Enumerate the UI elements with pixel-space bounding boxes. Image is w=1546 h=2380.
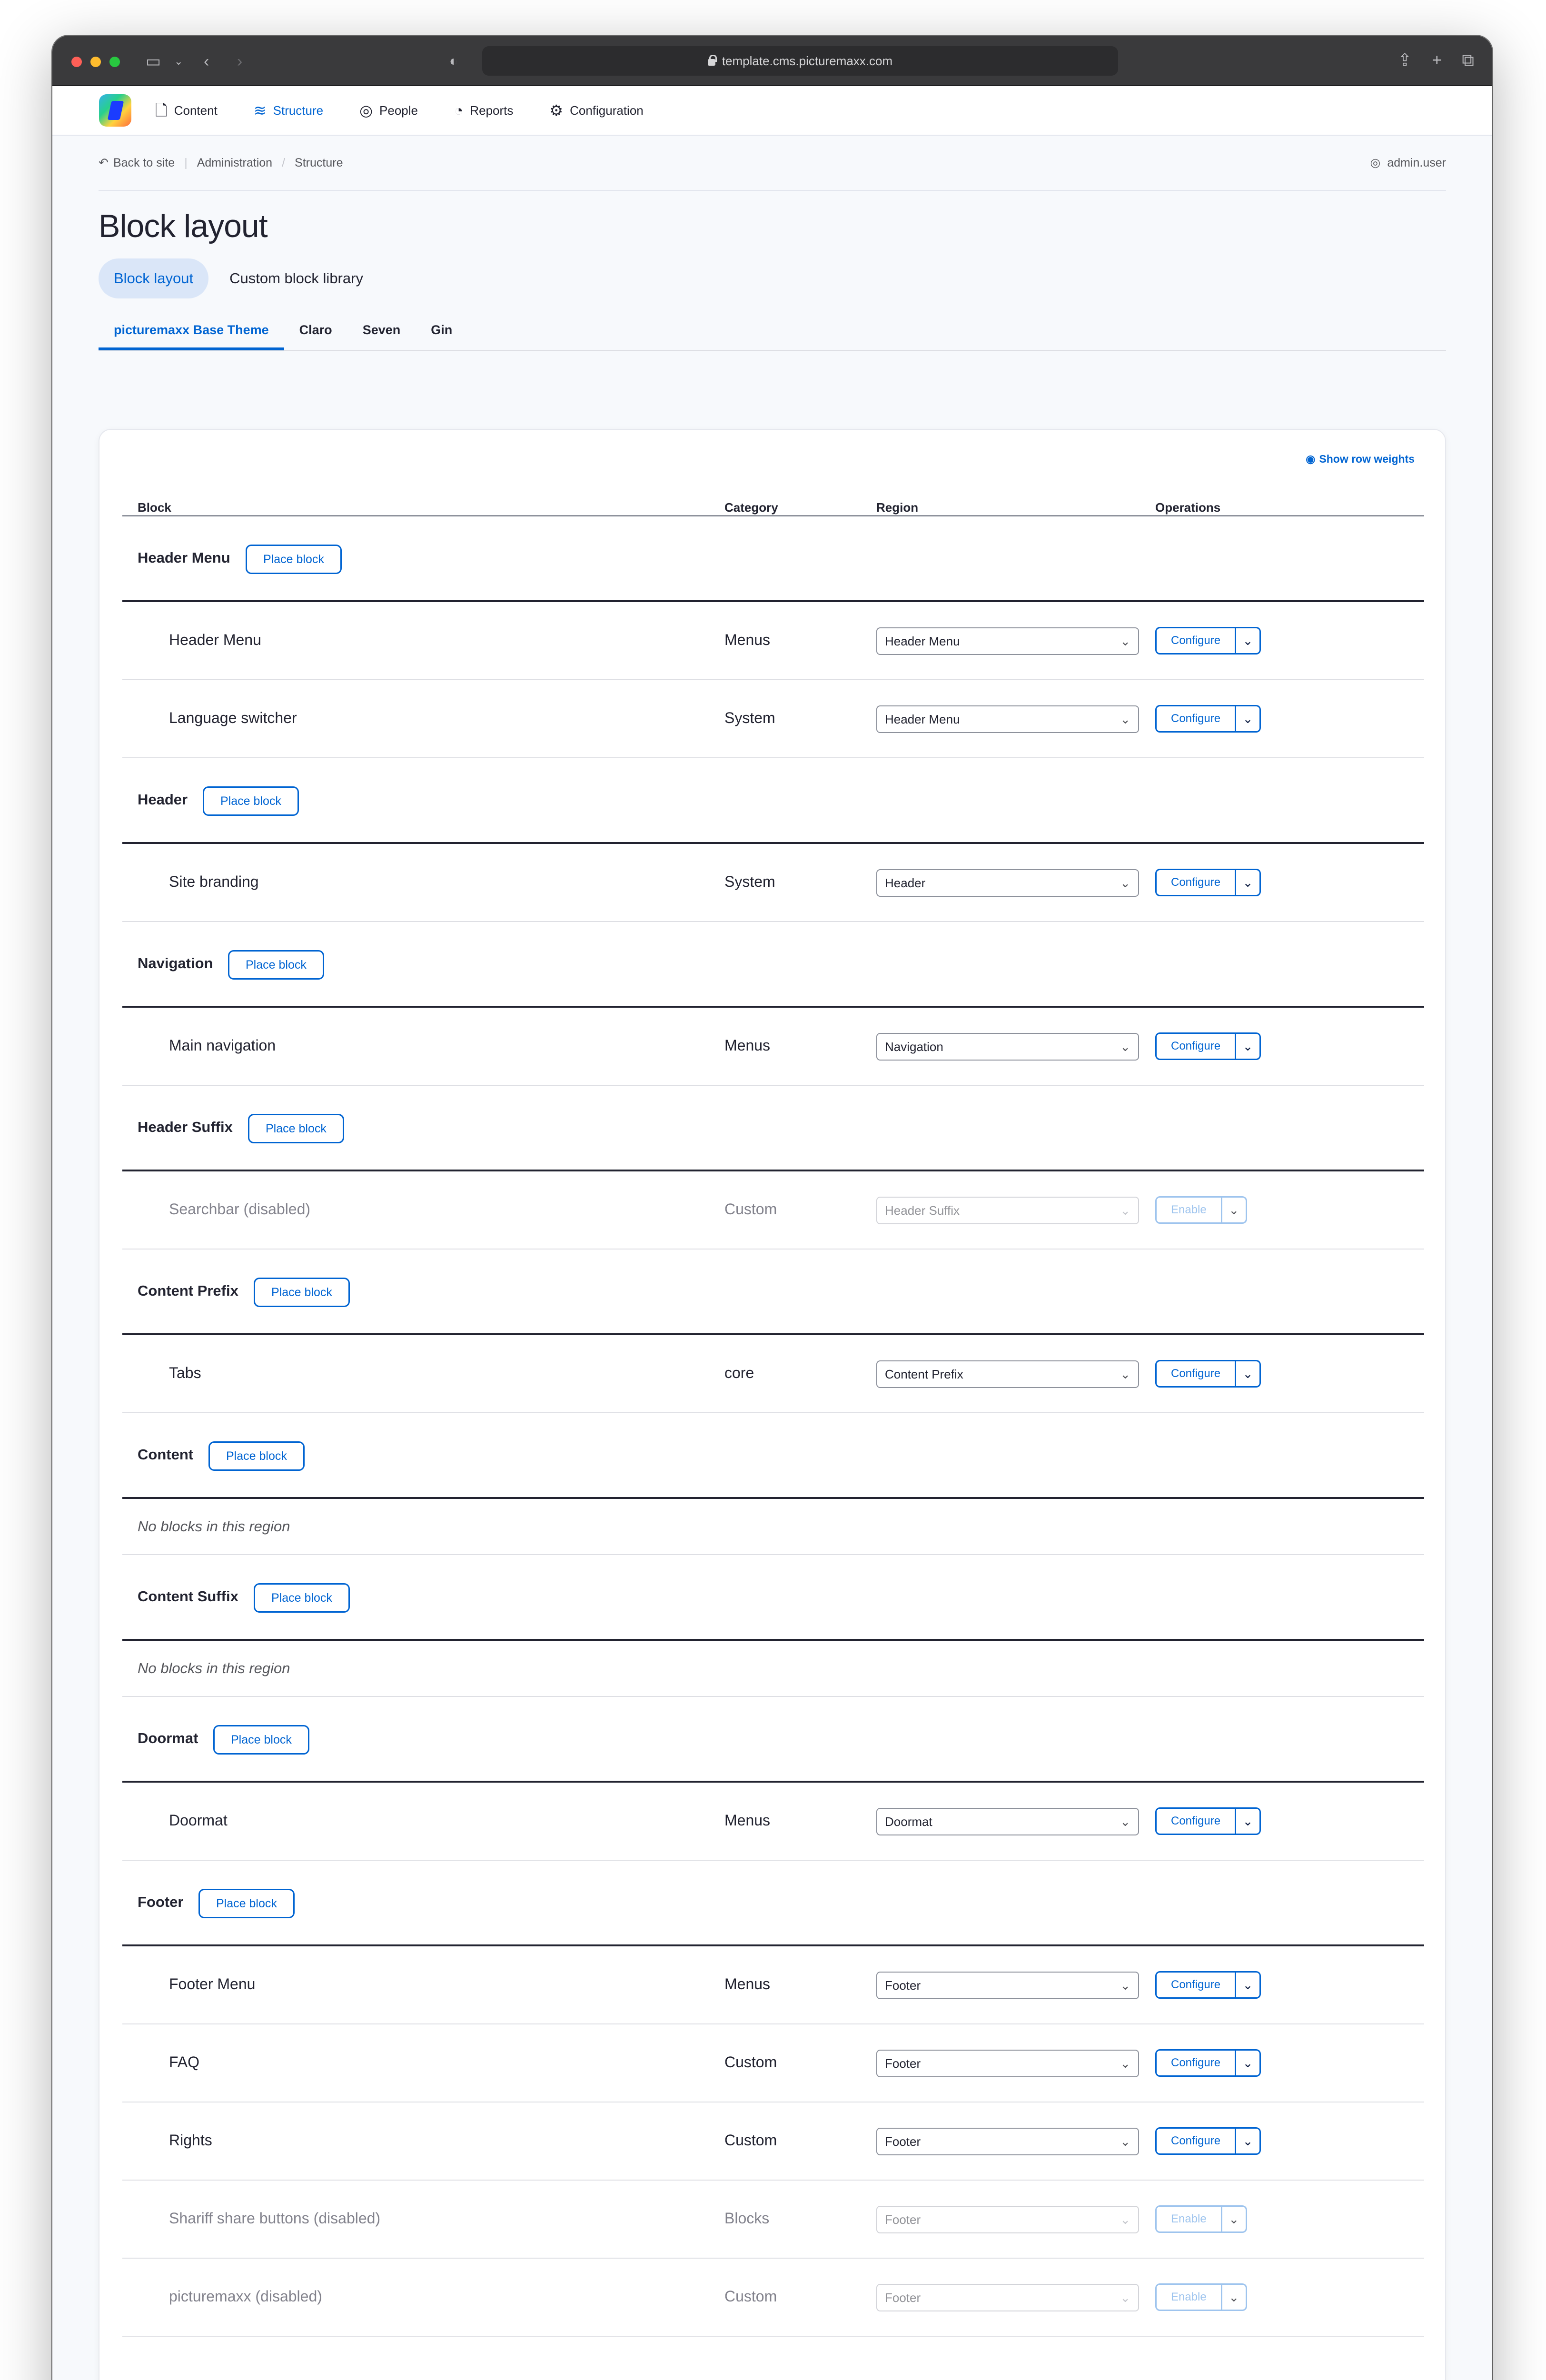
chevron-down-icon: ⌄: [1242, 2133, 1253, 2148]
place-block-button[interactable]: Place block: [213, 1725, 309, 1755]
user-circle-icon: ◎: [359, 102, 373, 119]
eye-icon: ◉: [1306, 453, 1316, 465]
block-row: [122, 1171, 1424, 1250]
gear-icon: ⚙: [549, 102, 564, 119]
username: admin.user: [1387, 156, 1446, 169]
region-row: [122, 1250, 1424, 1335]
chevron-down-icon: ⌄: [1229, 2211, 1239, 2226]
block-category: core: [724, 1364, 754, 1381]
enable-button[interactable]: Enable: [1155, 2283, 1222, 2311]
place-block-button[interactable]: Place block: [248, 1114, 344, 1143]
chevron-down-icon: ⌄: [1120, 2134, 1130, 2149]
back-arrow-icon: ↶: [99, 156, 109, 169]
show-row-weights-link[interactable]: [1306, 453, 1415, 466]
region-row: [122, 1555, 1424, 1641]
share-icon[interactable]: ⇪: [1397, 50, 1412, 69]
empty-region-label: No blocks in this region: [138, 1518, 290, 1535]
region-select[interactable]: [876, 705, 1139, 733]
region-select-value: Header Menu: [885, 634, 960, 648]
region-select[interactable]: [876, 869, 1139, 897]
operations-toggle-button[interactable]: [1236, 2049, 1261, 2077]
toolbar-item-reports[interactable]: [454, 103, 513, 118]
configure-button[interactable]: Configure: [1155, 1807, 1236, 1835]
place-block-button[interactable]: Place block: [208, 1441, 305, 1471]
tab-theme-gin[interactable]: Gin: [431, 323, 453, 337]
place-block-button[interactable]: Place block: [254, 1583, 350, 1613]
chevron-down-icon: ⌄: [1242, 2055, 1253, 2070]
region-name: Content: [138, 1446, 194, 1463]
operations-dropbutton: [1155, 627, 1261, 654]
tab-custom-block-library[interactable]: Custom block library: [229, 270, 363, 287]
region-select-value: Doormat: [885, 1815, 932, 1829]
page-title: Block layout: [99, 208, 268, 244]
block-name: Searchbar (disabled): [169, 1200, 311, 1218]
region-name: Footer: [138, 1894, 184, 1910]
operations-dropbutton: [1155, 869, 1261, 896]
back-to-site-label: Back to site: [113, 156, 175, 169]
place-block-button[interactable]: Place block: [228, 950, 324, 980]
block-category: Blocks: [724, 2210, 770, 2227]
user-menu[interactable]: [1370, 156, 1447, 170]
operations-dropbutton: [1155, 2127, 1261, 2155]
configure-button[interactable]: Configure: [1155, 869, 1236, 896]
document-icon: 🗋: [155, 102, 168, 119]
chevron-down-icon: ⌄: [1120, 1978, 1130, 1993]
block-name: Footer Menu: [169, 1975, 256, 1993]
operations-toggle-button[interactable]: [1236, 1971, 1261, 1999]
close-window-button[interactable]: [71, 57, 82, 67]
block-row: [122, 1008, 1424, 1086]
browser-window: [52, 36, 1492, 2380]
toolbar-label: Reports: [470, 103, 514, 118]
block-row: [122, 2181, 1424, 2259]
region-select-value: Footer: [885, 2212, 921, 2227]
region-select-value: Footer: [885, 2291, 921, 2305]
column-header-category: Category: [724, 500, 778, 515]
operations-dropbutton: [1155, 1360, 1261, 1388]
block-category: Menus: [724, 1037, 771, 1054]
toolbar-item-structure[interactable]: [254, 103, 323, 118]
column-header-operations: Operations: [1155, 500, 1221, 515]
chevron-down-icon: ⌄: [1242, 1977, 1253, 1992]
admin-toolbar: [52, 86, 1492, 136]
block-name: Main navigation: [169, 1037, 276, 1054]
region-select-value: Header: [885, 876, 926, 890]
block-category: Custom: [724, 2288, 777, 2305]
zoom-window-button[interactable]: [109, 57, 120, 67]
chevron-down-icon: ⌄: [1229, 1202, 1239, 1217]
operations-dropbutton: [1155, 1971, 1261, 1999]
layers-icon: ≋: [253, 102, 267, 119]
toolbar-label: Content: [174, 103, 218, 118]
back-arrow-icon[interactable]: ‹: [204, 52, 209, 70]
empty-region-row: [122, 1499, 1424, 1555]
operations-toggle-button[interactable]: [1236, 1360, 1261, 1388]
breadcrumb-separator: |: [184, 156, 188, 169]
configure-button[interactable]: Configure: [1155, 1360, 1236, 1388]
configure-button[interactable]: Configure: [1155, 2127, 1236, 2155]
region-select[interactable]: [876, 1033, 1139, 1061]
chevron-down-icon: ⌄: [1242, 1366, 1253, 1381]
chevron-down-icon: ⌄: [1120, 876, 1130, 890]
back-to-site-link[interactable]: [99, 156, 175, 170]
configure-button[interactable]: Configure: [1155, 705, 1236, 733]
chevron-down-icon: ⌄: [1242, 1039, 1253, 1053]
operations-dropbutton: [1155, 2205, 1247, 2233]
theme-tabs: [99, 314, 1446, 351]
operations-toggle-button[interactable]: [1236, 1807, 1261, 1835]
block-row: [122, 1783, 1424, 1861]
column-header-block: Block: [138, 500, 171, 515]
region-name: Doormat: [138, 1730, 198, 1746]
region-row: [122, 922, 1424, 1008]
region-row: [122, 1697, 1424, 1783]
block-row: [122, 1946, 1424, 2024]
table-header: [122, 474, 1424, 516]
block-name: FAQ: [169, 2053, 200, 2071]
block-row: [122, 680, 1424, 758]
chevron-down-icon: ⌄: [1120, 1040, 1130, 1054]
operations-toggle-button[interactable]: [1222, 2205, 1247, 2233]
chevron-down-icon: ⌄: [1242, 1814, 1253, 1828]
lock-icon: [708, 59, 715, 66]
chevron-down-icon: ⌄: [1229, 2290, 1239, 2304]
block-category: System: [724, 709, 775, 726]
block-category: System: [724, 873, 775, 890]
block-category: Custom: [724, 1200, 777, 1218]
site-logo[interactable]: [99, 94, 131, 127]
browser-chrome: [52, 36, 1492, 86]
region-select[interactable]: [876, 2050, 1139, 2077]
chevron-down-icon: ⌄: [1242, 633, 1253, 648]
operations-toggle-button[interactable]: [1236, 705, 1261, 733]
place-block-button[interactable]: Place block: [246, 545, 342, 574]
chevron-down-icon[interactable]: ⌄: [174, 55, 183, 67]
region-name: Header: [138, 791, 188, 808]
minimize-window-button[interactable]: [90, 57, 101, 67]
region-name: Header Suffix: [138, 1119, 233, 1135]
region-row: [122, 1086, 1424, 1171]
toolbar-item-content[interactable]: [155, 103, 218, 118]
url-text: template.cms.picturemaxx.com: [722, 53, 893, 68]
region-select-value: Content Prefix: [885, 1367, 963, 1381]
operations-toggle-button[interactable]: [1222, 1196, 1247, 1224]
user-circle-icon: ◎: [1370, 156, 1381, 169]
operations-dropbutton: [1155, 1196, 1247, 1224]
pie-chart-icon: ◔: [454, 102, 464, 119]
region-select[interactable]: [876, 1360, 1139, 1388]
column-header-region: Region: [876, 500, 919, 515]
breadcrumb-item-administration[interactable]: Administration: [197, 156, 273, 169]
region-select-value: Footer: [885, 2134, 921, 2149]
region-select[interactable]: [876, 2284, 1139, 2311]
toolbar-label: Configuration: [570, 103, 644, 118]
region-name: Content Suffix: [138, 1588, 238, 1605]
tab-theme-picturemaxx[interactable]: picturemaxx Base Theme: [99, 313, 284, 350]
block-row: [122, 2259, 1424, 2337]
region-row: [122, 758, 1424, 844]
forward-arrow-icon[interactable]: ›: [237, 52, 243, 70]
address-bar[interactable]: [482, 46, 1118, 76]
operations-dropbutton: [1155, 1032, 1261, 1060]
main-content: [99, 136, 1446, 2305]
tab-theme-seven[interactable]: Seven: [362, 323, 401, 337]
place-block-button[interactable]: Place block: [203, 786, 299, 816]
region-select-value: Footer: [885, 2056, 921, 2071]
show-row-weights-label: Show row weights: [1319, 453, 1415, 465]
block-name: picturemaxx (disabled): [169, 2288, 322, 2305]
toolbar-item-people[interactable]: [359, 103, 418, 118]
operations-dropbutton: [1155, 2049, 1261, 2077]
block-name: Language switcher: [169, 709, 297, 726]
region-row: [122, 516, 1424, 602]
toolbar-label: Structure: [273, 103, 324, 118]
region-name: Header Menu: [138, 549, 230, 566]
breadcrumb-item-structure[interactable]: Structure: [295, 156, 343, 169]
chevron-down-icon: ⌄: [1120, 1815, 1130, 1829]
operations-toggle-button[interactable]: [1236, 1032, 1261, 1060]
block-name: Doormat: [169, 1812, 228, 1829]
tab-theme-claro[interactable]: Claro: [299, 323, 332, 337]
block-layout-card: [99, 429, 1446, 2380]
chevron-down-icon: ⌄: [1120, 634, 1130, 648]
primary-tabs: [99, 258, 1446, 298]
block-table-body: [122, 516, 1424, 2337]
tab-block-layout[interactable]: Block layout: [99, 258, 208, 298]
block-row: [122, 1335, 1424, 1413]
operations-toggle-button[interactable]: [1222, 2283, 1247, 2311]
enable-button[interactable]: Enable: [1155, 1196, 1222, 1224]
configure-button[interactable]: Configure: [1155, 1971, 1236, 1999]
operations-toggle-button[interactable]: [1236, 2127, 1261, 2155]
privacy-shield-icon[interactable]: ◐: [449, 53, 458, 69]
toolbar-item-configuration[interactable]: [549, 103, 643, 118]
chevron-down-icon: ⌄: [1242, 711, 1253, 726]
operations-dropbutton: [1155, 2283, 1247, 2311]
region-name: Navigation: [138, 955, 213, 972]
block-category: Menus: [724, 1812, 771, 1829]
chevron-down-icon: ⌄: [1120, 1367, 1130, 1381]
chevron-down-icon: ⌄: [1120, 1203, 1130, 1218]
region-select[interactable]: [876, 1197, 1139, 1224]
empty-region-row: [122, 1641, 1424, 1697]
region-row: [122, 1413, 1424, 1499]
configure-button[interactable]: Configure: [1155, 2049, 1236, 2077]
chevron-down-icon: ⌄: [1120, 2212, 1130, 2227]
region-select[interactable]: [876, 627, 1139, 655]
chevron-down-icon: ⌄: [1120, 2291, 1130, 2305]
enable-button[interactable]: Enable: [1155, 2205, 1222, 2233]
operations-dropbutton: [1155, 705, 1261, 733]
region-select[interactable]: [876, 1972, 1139, 1999]
operations-dropbutton: [1155, 1807, 1261, 1835]
block-row: [122, 2024, 1424, 2102]
region-row: [122, 1861, 1424, 1946]
chevron-down-icon: ⌄: [1120, 712, 1130, 726]
block-category: Menus: [724, 1975, 771, 1993]
configure-button[interactable]: Configure: [1155, 1032, 1236, 1060]
block-category: Custom: [724, 2053, 777, 2071]
region-select-value: Header Suffix: [885, 1203, 960, 1218]
region-select-value: Navigation: [885, 1040, 943, 1054]
tab-overview-icon[interactable]: ⧉: [1462, 50, 1474, 69]
toolbar-label: People: [379, 103, 418, 118]
block-name: Site branding: [169, 873, 259, 890]
operations-toggle-button[interactable]: [1236, 869, 1261, 896]
place-block-button[interactable]: Place block: [254, 1278, 350, 1307]
region-select-value: Header Menu: [885, 712, 960, 726]
place-block-button[interactable]: Place block: [198, 1889, 295, 1918]
block-name: Rights: [169, 2132, 212, 2149]
block-row: [122, 602, 1424, 680]
breadcrumb-separator: /: [282, 156, 286, 169]
region-name: Content Prefix: [138, 1282, 238, 1299]
sidebar-toggle-icon[interactable]: ▭: [146, 52, 161, 70]
block-name: Shariff share buttons (disabled): [169, 2210, 381, 2227]
block-category: Menus: [724, 631, 771, 648]
operations-toggle-button[interactable]: [1236, 627, 1261, 654]
configure-button[interactable]: Configure: [1155, 627, 1236, 654]
region-select-value: Footer: [885, 1978, 921, 1993]
region-select[interactable]: [876, 2206, 1139, 2233]
block-row: [122, 2102, 1424, 2181]
new-tab-icon[interactable]: +: [1432, 50, 1442, 69]
region-select[interactable]: [876, 2128, 1139, 2155]
empty-region-label: No blocks in this region: [138, 1660, 290, 1676]
browser-actions: [1397, 50, 1474, 70]
chevron-down-icon: ⌄: [1242, 875, 1253, 890]
block-category: Custom: [724, 2132, 777, 2149]
block-name: Tabs: [169, 1364, 201, 1381]
block-row: [122, 844, 1424, 922]
block-name: Header Menu: [169, 631, 261, 648]
region-select[interactable]: [876, 1808, 1139, 1835]
chevron-down-icon: ⌄: [1120, 2056, 1130, 2071]
breadcrumb: [99, 136, 1446, 191]
